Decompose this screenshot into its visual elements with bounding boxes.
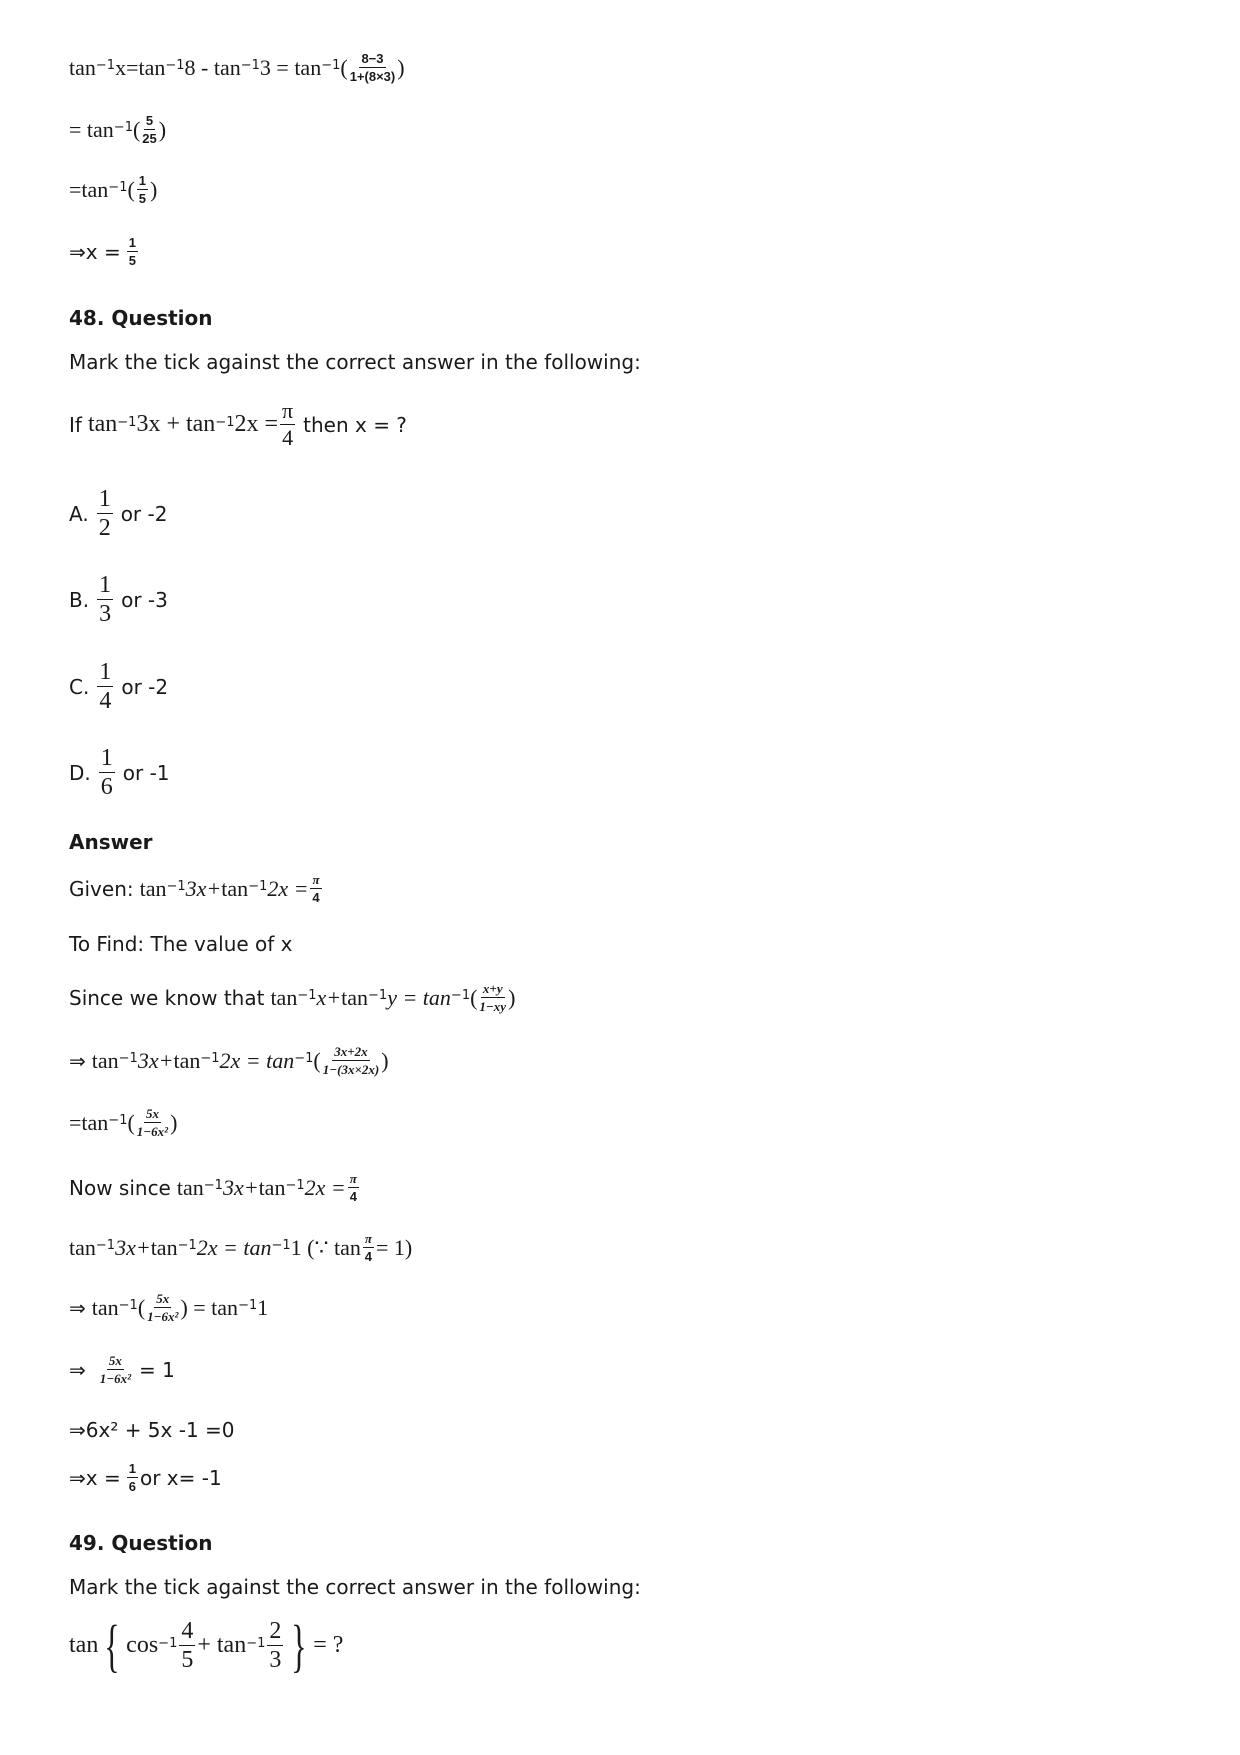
denominator: 6 — [100, 774, 113, 800]
superscript: −1 — [203, 1178, 223, 1193]
math-text: = 1 — [139, 1357, 175, 1382]
math-text: 3x+ — [222, 1174, 259, 1200]
fraction — [137, 174, 148, 205]
now-since-text: Now since — [69, 1175, 171, 1200]
math-text: =tan — [69, 1109, 109, 1135]
denominator: 5 — [181, 1647, 194, 1673]
math-text: tan — [69, 1632, 99, 1658]
question-49-instruction: Mark the tick against the correct answer in the following: — [69, 1575, 641, 1599]
denominator: 1−6x² — [99, 1371, 132, 1386]
option-text: or -1 — [122, 760, 170, 785]
denominator: 5 — [128, 253, 136, 268]
fraction — [127, 236, 138, 267]
numerator: π — [312, 872, 320, 887]
superscript: −1 — [246, 1636, 266, 1651]
numerator: 1 — [100, 745, 113, 771]
fraction — [97, 660, 113, 713]
fraction — [137, 1107, 168, 1138]
math-text: x+ — [316, 984, 342, 1010]
option-d[interactable] — [69, 746, 170, 799]
superscript: −1 — [240, 58, 260, 73]
denominator: 3 — [99, 601, 112, 627]
paren: ) — [150, 176, 158, 202]
math-text: cos — [126, 1632, 159, 1658]
solution-line-4 — [69, 236, 140, 267]
question-49-heading: 49. Question — [69, 1531, 213, 1555]
math-text: 3x+ — [115, 1234, 151, 1260]
fraction — [363, 1232, 374, 1263]
math-text: 3x + tan — [136, 411, 216, 437]
math-text: or x= -1 — [139, 1465, 222, 1490]
answer-step-1 — [69, 1045, 389, 1076]
math-text: x=tan — [115, 54, 166, 80]
fraction — [280, 400, 295, 449]
fraction — [97, 573, 113, 626]
math-text: 1 (∵ tan — [290, 1234, 361, 1260]
math-text: ⇒x = — [69, 239, 121, 264]
superscript: −1 — [297, 988, 317, 1003]
answer-step-6 — [69, 1354, 175, 1385]
fraction — [479, 982, 506, 1013]
denominator: 1+(8×3) — [349, 69, 396, 84]
numerator: 1 — [99, 659, 112, 685]
math-text: tan — [270, 984, 298, 1010]
superscript: −1 — [118, 1298, 138, 1313]
math-text: ) = tan — [180, 1294, 239, 1320]
numerator: π — [349, 1171, 357, 1186]
answer-step-7: ⇒6x² + 5x -1 =0 — [69, 1418, 235, 1442]
superscript: −1 — [238, 1298, 258, 1313]
superscript: −1 — [271, 1238, 291, 1253]
paren: ( — [340, 54, 348, 80]
fraction — [310, 873, 321, 904]
given-label: Given: — [69, 876, 134, 901]
option-a[interactable] — [69, 487, 167, 540]
math-text: 2x = tan — [219, 1047, 295, 1073]
paren: ( — [127, 176, 135, 202]
option-letter: B. — [69, 587, 90, 612]
math-text: = ? — [313, 1632, 344, 1658]
numerator: 4 — [181, 1618, 194, 1644]
question-48-instruction: Mark the tick against the correct answer in the following: — [69, 350, 641, 374]
math-text: tan — [69, 1234, 96, 1260]
fraction — [323, 1045, 379, 1076]
answer-heading: Answer — [69, 830, 153, 854]
since-text: Since we know that — [69, 985, 265, 1010]
answer-given — [69, 873, 324, 904]
right-brace: } — [291, 1613, 307, 1678]
denominator: 4 — [312, 890, 320, 905]
superscript: −1 — [165, 58, 185, 73]
implies-symbol: ⇒ — [69, 1357, 86, 1382]
paren: ( — [470, 984, 478, 1010]
math-text: =tan — [69, 176, 109, 202]
denominator: 3 — [269, 1647, 282, 1673]
superscript: −1 — [285, 1178, 305, 1193]
superscript: −1 — [117, 415, 137, 430]
denominator: 1−(3x×2x) — [322, 1062, 380, 1077]
denominator: 4 — [282, 425, 294, 450]
math-text: 2x = — [234, 411, 279, 437]
superscript: −1 — [321, 58, 341, 73]
math-text: 8 - tan — [184, 54, 241, 80]
answer-step-5 — [69, 1292, 268, 1323]
question-49-equation — [69, 1612, 343, 1679]
math-text: = 1) — [375, 1234, 413, 1260]
math-text: tan — [176, 1174, 204, 1200]
superscript: −1 — [177, 1238, 197, 1253]
numerator: x+y — [482, 981, 503, 996]
math-text: tan — [91, 1294, 119, 1320]
superscript: −1 — [113, 120, 133, 135]
solution-line-2 — [69, 114, 166, 145]
superscript: −1 — [294, 1051, 314, 1066]
paren: ) — [158, 116, 167, 142]
fraction — [348, 1172, 359, 1203]
numerator: 1 — [99, 572, 112, 598]
option-letter: C. — [69, 674, 90, 699]
superscript: −1 — [248, 879, 268, 894]
paren: ) — [381, 1047, 389, 1073]
math-text: tan — [87, 411, 118, 437]
math-text: + tan — [197, 1632, 247, 1658]
option-text: or -3 — [121, 587, 168, 612]
math-text: 1 — [257, 1294, 269, 1320]
denominator: 4 — [99, 688, 112, 714]
fraction — [100, 1354, 131, 1385]
answer-step-2 — [69, 1107, 177, 1138]
numerator: π — [282, 398, 294, 423]
fraction — [97, 487, 113, 540]
paren: ( — [313, 1047, 321, 1073]
superscript: −1 — [95, 1238, 116, 1253]
superscript: −1 — [450, 988, 471, 1003]
answer-step-4 — [69, 1232, 412, 1263]
answer-step-3 — [69, 1172, 361, 1203]
implies-symbol: ⇒ — [69, 1295, 86, 1320]
option-c[interactable] — [69, 660, 168, 713]
paren: ( — [127, 1109, 135, 1135]
superscript: −1 — [118, 1051, 138, 1066]
math-text: tan — [173, 1047, 201, 1073]
option-letter: A. — [69, 501, 89, 526]
denominator: 6 — [128, 1479, 136, 1494]
then-text: then x = ? — [303, 412, 407, 437]
numerator: 5x — [145, 1106, 159, 1121]
math-text: tan — [69, 54, 96, 80]
math-text: = tan — [69, 116, 114, 142]
answer-step-8 — [69, 1462, 222, 1493]
superscript: −1 — [108, 180, 128, 195]
paren: ) — [170, 1109, 178, 1135]
question-48-equation — [69, 400, 407, 449]
implies-symbol: ⇒ — [69, 1048, 86, 1073]
solution-line-1 — [69, 52, 405, 83]
superscript: −1 — [158, 1636, 178, 1651]
fraction — [142, 114, 156, 145]
if-text: If — [69, 412, 82, 437]
option-letter: D. — [69, 760, 91, 785]
denominator: 25 — [142, 131, 157, 146]
answer-to-find: To Find: The value of x — [69, 932, 293, 956]
solution-line-3 — [69, 174, 157, 205]
numerator: 1 — [98, 486, 111, 512]
fraction — [350, 52, 396, 83]
numerator: π — [364, 1231, 372, 1246]
denominator: 5 — [138, 191, 147, 206]
numerator: 1 — [138, 173, 147, 188]
numerator: 1 — [128, 1461, 136, 1476]
math-text: y = tan — [387, 984, 451, 1010]
question-48-heading: 48. Question — [69, 306, 213, 330]
math-text: 3x+ — [137, 1047, 174, 1073]
math-text: tan — [341, 984, 369, 1010]
fraction — [267, 1619, 283, 1672]
superscript: −1 — [166, 879, 186, 894]
paren: ) — [508, 984, 516, 1010]
math-text: tan — [139, 875, 167, 901]
superscript: −1 — [200, 1051, 220, 1066]
superscript: −1 — [215, 415, 235, 430]
paren: ) — [397, 54, 405, 80]
denominator: 1−6x² — [136, 1124, 169, 1139]
math-text: tan — [258, 1174, 286, 1200]
fraction — [99, 746, 115, 799]
math-text: tan — [150, 1234, 178, 1260]
fraction — [127, 1462, 138, 1493]
denominator: 1−xy — [479, 999, 507, 1014]
option-text: or -2 — [120, 501, 168, 526]
superscript: −1 — [95, 58, 116, 73]
numerator: 5x — [108, 1353, 122, 1368]
superscript: −1 — [108, 1113, 128, 1128]
denominator: 4 — [349, 1189, 357, 1204]
answer-identity — [69, 982, 515, 1013]
math-text: tan — [221, 875, 249, 901]
math-text: ⇒x = — [69, 1465, 121, 1490]
numerator: 2 — [269, 1618, 282, 1644]
denominator: 1−6x² — [147, 1309, 179, 1324]
fraction — [179, 1619, 195, 1672]
denominator: 4 — [364, 1249, 373, 1264]
math-text: 2x = tan — [196, 1234, 272, 1260]
numerator: 3x+2x — [334, 1044, 368, 1059]
math-text: 2x = — [267, 875, 309, 901]
numerator: 8−3 — [361, 51, 384, 66]
option-text: or -2 — [121, 674, 169, 699]
numerator: 5 — [145, 113, 154, 128]
option-b[interactable] — [69, 573, 168, 626]
left-brace: { — [104, 1613, 120, 1678]
math-text: tan — [91, 1047, 119, 1073]
denominator: 2 — [98, 515, 111, 541]
numerator: 1 — [128, 235, 136, 250]
paren: ( — [137, 1294, 146, 1320]
math-text: 3 = tan — [259, 54, 322, 80]
paren: ( — [132, 116, 141, 142]
numerator: 5x — [156, 1291, 170, 1306]
math-text: 3x+ — [185, 875, 222, 901]
fraction — [147, 1292, 178, 1323]
superscript: −1 — [368, 988, 388, 1003]
math-text: 2x = — [304, 1174, 346, 1200]
